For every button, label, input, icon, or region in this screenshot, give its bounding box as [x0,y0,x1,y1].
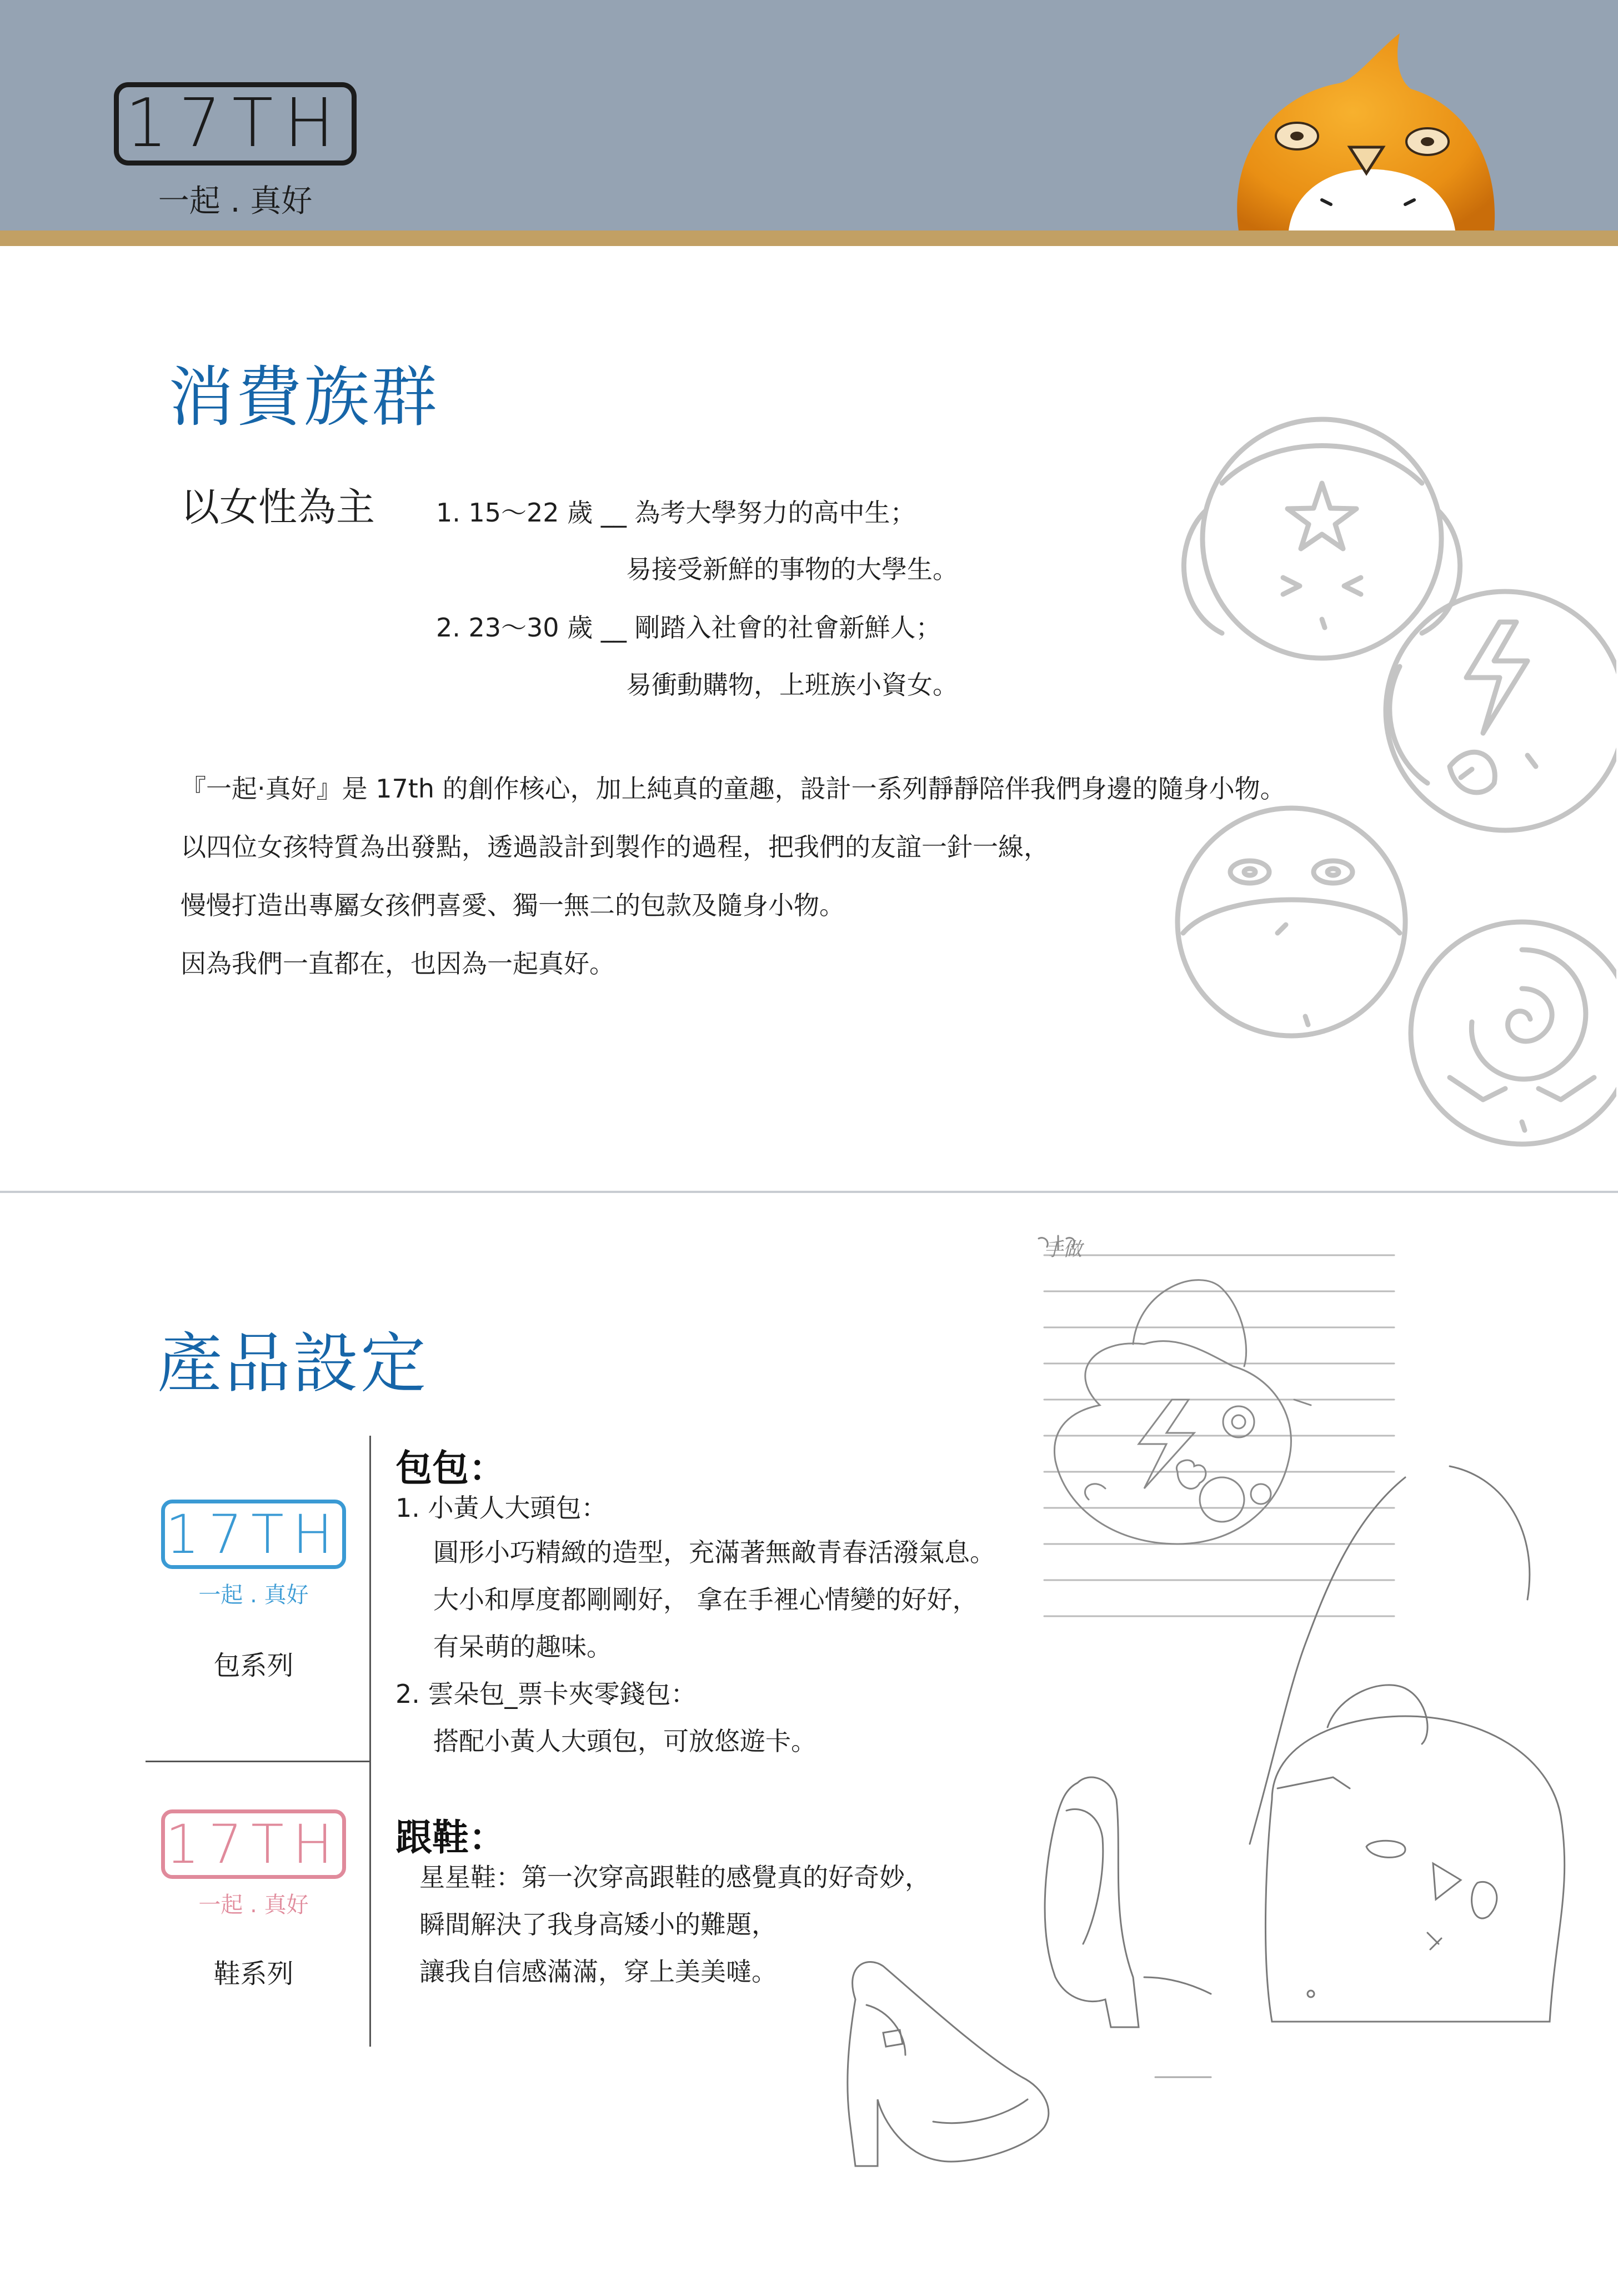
bag-series-tagline: 一起 . 真好 [198,1582,309,1608]
section-title-consumer: 消費族群 [168,359,440,435]
brand-paragraph-line: 『一起‧真好』是 17th 的創作核心，加上純真的童趣，設計一系列靜靜陪伴我們身邊的隨身小物。 [181,774,1286,804]
bag-item-title: 2. 雲朵包_票卡夾零錢包： [395,1679,697,1709]
bag-large-pencil-sketch [1239,1455,1583,2038]
bag-series-logo [161,1500,346,1569]
shoes-pencil-sketch [822,1766,1222,2222]
age-group-1-detail: 易接受新鮮的事物的大學生。 [626,554,958,584]
bag-item-line: 圓形小巧精緻的造型，充滿著無敵青春活潑氣息。 [433,1537,995,1567]
brand-paragraph-line: 以四位女孩特質為出發點，透過設計到製作的過程，把我們的友誼一針一線， [181,832,1049,862]
shoe-line: 瞬間解決了我身高矮小的難題， [419,1909,777,1939]
mascot-line-drawings [1139,400,1616,1161]
bag-series-label: 包系列 [213,1650,294,1681]
shoe-line: 星星鞋：第一次穿高跟鞋的感覺真的好奇妙， [419,1862,930,1892]
shoe-series-logo [161,1809,346,1879]
shoe-series-tagline: 一起 . 真好 [198,1892,309,1918]
orange-mascot-illustration [1216,28,1505,230]
age-group-2-detail: 易衝動購物，上班族小資女。 [626,670,958,700]
brand-paragraph-line: 因為我們一直都在，也因為一起真好。 [181,949,615,979]
brand-logo [114,82,357,166]
shoe-series-label: 鞋系列 [213,1958,294,1989]
bag-item-line: 大小和厚度都剛剛好， 拿在手裡心情變的好好， [433,1585,978,1615]
section-title-product: 產品設定 [157,1325,429,1402]
shoe-line: 讓我自信感滿滿，穿上美美噠。 [419,1957,777,1987]
header-stripe [0,230,1618,246]
age-group-2-line: 2. 23～30 歲 __ 剛踏入社會的社會新鮮人； [436,613,941,643]
sketch-note: 手做 [1044,1239,1082,1261]
bag-heading: 包包： [395,1447,505,1490]
horizontal-rule [146,1761,369,1762]
brand-logo-text: 17TH [125,85,345,162]
bag-series-logo-text: 17TH [166,1503,342,1566]
vertical-rule [369,1436,371,2047]
shoe-series-logo-text: 17TH [166,1813,342,1876]
section-divider [0,1191,1618,1193]
primary-audience-label: 以女性為主 [181,484,375,530]
brand-paragraph-line: 慢慢打造出專屬女孩們喜愛、獨一無二的包款及隨身小物。 [181,890,845,920]
bag-item-title: 1. 小黃人大頭包： [395,1493,607,1523]
bag-item-line: 搭配小黃人大頭包，可放悠遊卡。 [433,1726,816,1756]
bag-item-line: 有呆萌的趣味。 [433,1632,612,1662]
brand-tagline: 一起 . 真好 [158,183,313,219]
age-group-1-line: 1. 15～22 歲 __ 為考大學努力的高中生； [436,498,916,528]
shoe-heading: 跟鞋： [395,1816,505,1859]
